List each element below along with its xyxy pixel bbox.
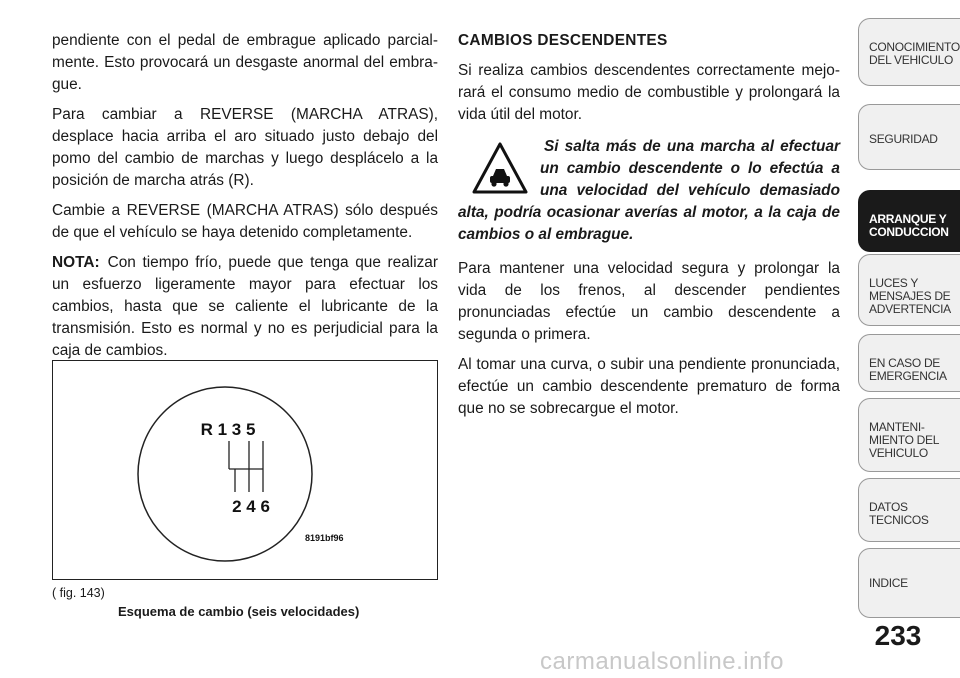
paragraph: Cambie a REVERSE (MARCHA ATRAS) sólo después de que el vehículo se haya detenido completamente. [52,202,438,241]
chapter-tab[interactable] [858,548,960,618]
chapter-tab-line: TECNICOS [869,513,929,527]
chapter-tabs [858,0,960,678]
chapter-tab-line: INDICE [869,576,908,590]
paragraph: pendiente con el pedal de embrague aplicado parcialmente. Esto provocará un desgaste anormal del embrague. [52,32,438,93]
chapter-tab-line: MIENTO DEL [869,433,940,447]
figure-reference: ( fig. 143) [52,586,105,600]
paragraph: Para mantener una velocidad segura y prolongar la vida de los frenos, al descender pendientes pronunciadas efectúe un cambio descendente a segunda o primera. [458,260,840,343]
chapter-tab-line: ADVERTENCIA [869,302,951,316]
note-label: NOTA: [52,254,100,271]
chapter-tab[interactable] [858,104,960,170]
chapter-tab-line: DATOS [869,500,908,514]
shift-knob-circle [138,387,312,561]
shift-gate-lines [229,441,263,492]
chapter-tab-line: CONOCIMIENTO [869,40,960,54]
chapter-tab-line: VEHICULO [869,446,928,460]
paragraph: Para cambiar a REVERSE (MARCHA ATRAS), desplace hacia arriba el aro situado justo debajo del pomo del cambio de marchas y luego desplácelo a la posición de marcha atrás (R). [52,106,438,189]
chapter-tab[interactable] [858,334,960,392]
chapter-tab-line: ARRANQUE Y [869,212,947,226]
chapter-tab-line: LUCES Y [869,276,919,290]
watermark-text: carmanualsonline.info [540,648,784,675]
right-column [458,30,840,428]
chapter-tab[interactable] [858,478,960,542]
figure-code: 8191bf96 [305,533,344,543]
chapter-tab-line: MENSAJES DE [869,289,951,303]
warning-block [458,136,840,246]
page-number: 233 [874,620,922,651]
shift-pattern-diagram [53,361,439,581]
chapter-tab-line: EN CASO DE [869,356,941,370]
chapter-tab-line: SEGURIDAD [869,132,938,146]
chapter-tab-line: EMERGENCIA [869,369,947,383]
figure-caption: Esquema de cambio (seis velocidades) [118,604,360,619]
shift-bottom-labels: 2 4 6 [232,497,270,516]
shift-top-labels: R 1 3 5 [200,420,256,439]
paragraph: Al tomar una curva, o subir una pendiente pronunciada, efectúe un cambio descendente prematuro de forma que no se sobrecargue el motor. [458,356,840,417]
chapter-tab[interactable] [858,18,960,86]
chapter-tab[interactable] [858,398,960,472]
chapter-tab-line: DEL VEHICULO [869,53,953,67]
left-column [52,30,438,370]
section-heading: CAMBIOS DESCENDENTES [458,32,668,49]
gear-shift-figure [52,360,438,580]
note-text: Con tiempo frío, puede que tenga que realizar un esfuerzo ligeramente mayor para efectuar los cambios, hasta que se caliente el lubricante de la transmisión. Esto es normal y no es perjudicial para la caja de cambios. [52,254,438,359]
note-paragraph [52,252,438,362]
paragraph: Si realiza cambios descendentes correctamente mejorará el consumo medio de combustible y prolongará la vida útil del motor. [458,62,840,123]
warning-triangle-icon [472,140,528,196]
warning-text: Si salta más de una marcha al efectuar un cambio descendente o lo efectúa a una velocidad del vehículo demasiado alta, podría ocasionar averías al motor, a la caja de cambios o al embrague. [458,138,840,243]
chapter-tab[interactable] [858,254,960,326]
chapter-tab-line: MANTENI- [869,420,925,434]
chapter-tab[interactable] [858,190,960,252]
chapter-tab-line: CONDUCCION [869,225,949,239]
